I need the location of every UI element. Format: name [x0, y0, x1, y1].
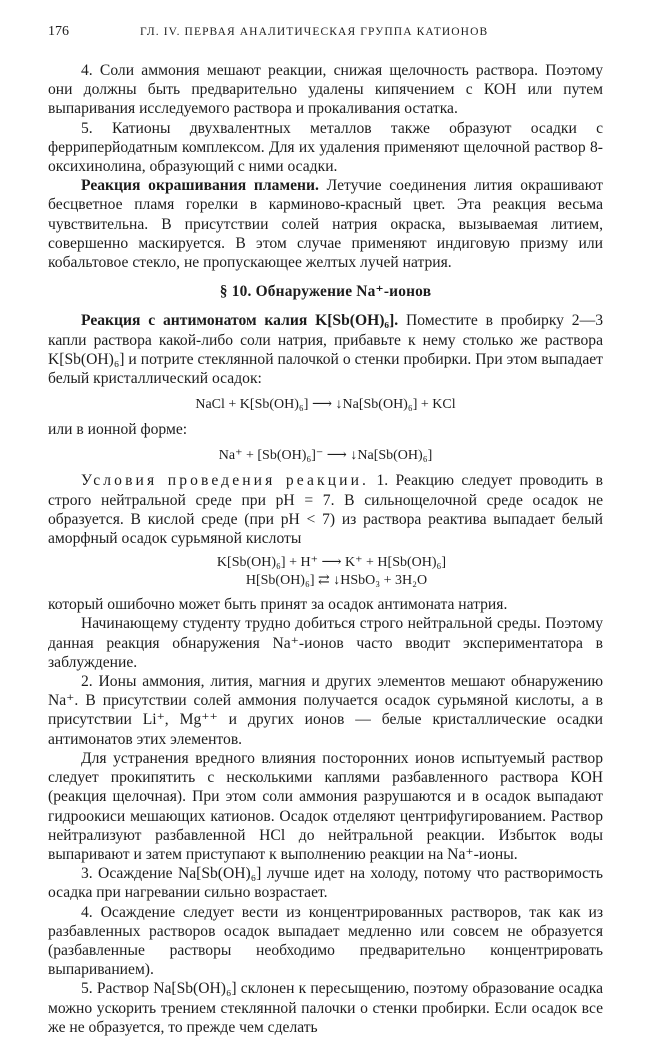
- equation-acid-1: K[Sb(OH)₆] + H⁺ ⟶ K⁺ + H[Sb(OH)₆]: [216, 555, 447, 571]
- running-title: ГЛ. IV. ПЕРВАЯ АНАЛИТИЧЕСКАЯ ГРУППА КАТИОНОВ: [140, 26, 489, 38]
- equation-molecular: NaCl + K[Sb(OH)₆] ⟶ ↓Na[Sb(OH)₆] + KCl: [195, 397, 456, 413]
- paragraph-conditions: [48, 471, 603, 548]
- equation-ionic: Na⁺ + [Sb(OH)₆]⁻ ⟶ ↓Na[Sb(OH)₆]: [218, 448, 433, 464]
- paragraph-antimonate-reaction: [48, 311, 603, 388]
- section-title: § 10. Обнаружение Na⁺-ионов: [219, 283, 432, 301]
- conditions-text: 1. Реакцию следует проводить в строго нейтральной среде при pH = 7. В сильнощелочной среде осадок не образуется. В кислой среде (при pH < 7) из раствора реактива выпадает белый аморфный осадок сурьмяной кислоты: [48, 472, 603, 548]
- paragraph-interfering-ions: 2. Ионы аммония, лития, магния и других элементов мешают обнаружению Na⁺. В присутствии солей аммония получается осадок сурьмяной кислоты, а в присутствии Li⁺, Mg⁺⁺ и других ионов — белые кристаллические осадки антимонатов этих элементов.: [48, 673, 603, 748]
- flame-test-text: Летучие соединения лития окрашивают бесцветное пламя горелки в карминово-красный цвет. Эта реакция весьма чувствительна. В присутствии солей натрия окраска, вызываемая литием, совершенно маскируется. В этом случае применяют индиговую призму или кобальтовое стекло, не пропускающее желтых лучей натрия.: [48, 177, 603, 272]
- antimonate-heading: Реакция с антимонатом калия K[Sb(OH)₆].: [81, 312, 399, 330]
- paragraph-ammonium-salts: 4. Соли аммония мешают реакции, снижая щелочность раствора. Поэтому они должны быть предварительно удалены кипячением с КОН или путем выпаривания исследуемого раствора и прокаливания остатка.: [48, 62, 603, 118]
- antimonate-text: Поместите в пробирку 2—3 капли раствора какой-либо соли натрия, прибавьте к нему столько же раствора K[Sb(OH)₆] и потрите стеклянной палочкой о стенки пробирки. При этом выпадает белый кристаллический осадок:: [48, 312, 603, 388]
- flame-test-heading: Реакция окрашивания пламени.: [81, 177, 319, 195]
- page-header: [48, 22, 608, 44]
- paragraph-divalent-cations: 5. Катионы двухвалентных металлов также образуют осадки с ферриперйодатным комплексом. Для их удаления применяют щелочной раствор 8-оксихинолина, образующий с ними осадки.: [48, 119, 603, 176]
- equation-acid-2: H[Sb(OH)₆] ⇄ ↓HSbO₃ + 3H₂O: [245, 573, 428, 589]
- page-number: 176: [48, 24, 69, 39]
- paragraph-flame-test: [48, 176, 603, 272]
- paragraph-removal-procedure: Для устранения вредного влияния посторонних ионов испытуемый раствор следует прокипятить с несколькими каплями разбавленного раствора КОН (реакция щелочная). При этом соли аммония разрушаются и в осадок выпадают гидроокиси мешающих катионов. Осадок отделяют центрифугированием. Раствор нейтрализуют разбавленной HCl до нейтральной реакции. Избыток воды выпаривают и затем приступают к выполнению реакции на Na⁺-ионы.: [48, 749, 603, 863]
- paragraph-supersaturation: 5. Раствор Na[Sb(OH)₆] склонен к пересыщению, поэтому образование осадка можно ускорить трением стеклянной палочки о стенки пробирки. Если осадок все же не образуется, то прежде чем сделать: [48, 980, 603, 1036]
- paragraph-student-note: Начинающему студенту трудно добиться строго нейтральной среды. Поэтому данная реакция обнаружения Na⁺-ионов часто вводит экспериментатора в заблуждение.: [48, 615, 603, 671]
- paragraph-mistaken-precipitate: который ошибочно может быть принят за осадок антимоната натрия.: [48, 596, 508, 614]
- page-body: [48, 61, 603, 1037]
- paragraph-concentrated-solutions: 4. Осаждение следует вести из концентрированных растворов, так как из разбавленных растворов осадок выпадает медленно или совсем не образуется (разбавленные растворы необходимо предварительно концентрировать выпариванием).: [48, 903, 603, 979]
- equation-block-acid: [48, 554, 603, 590]
- paragraph-ionic-form: или в ионной форме:: [48, 421, 188, 439]
- paragraph-cold-precipitation: 3. Осаждение Na[Sb(OH)₆] лучше идет на холоду, потому что растворимость осадка при нагревании сильно возрастает.: [48, 865, 603, 902]
- conditions-heading: Условия проведения реакции.: [81, 472, 370, 490]
